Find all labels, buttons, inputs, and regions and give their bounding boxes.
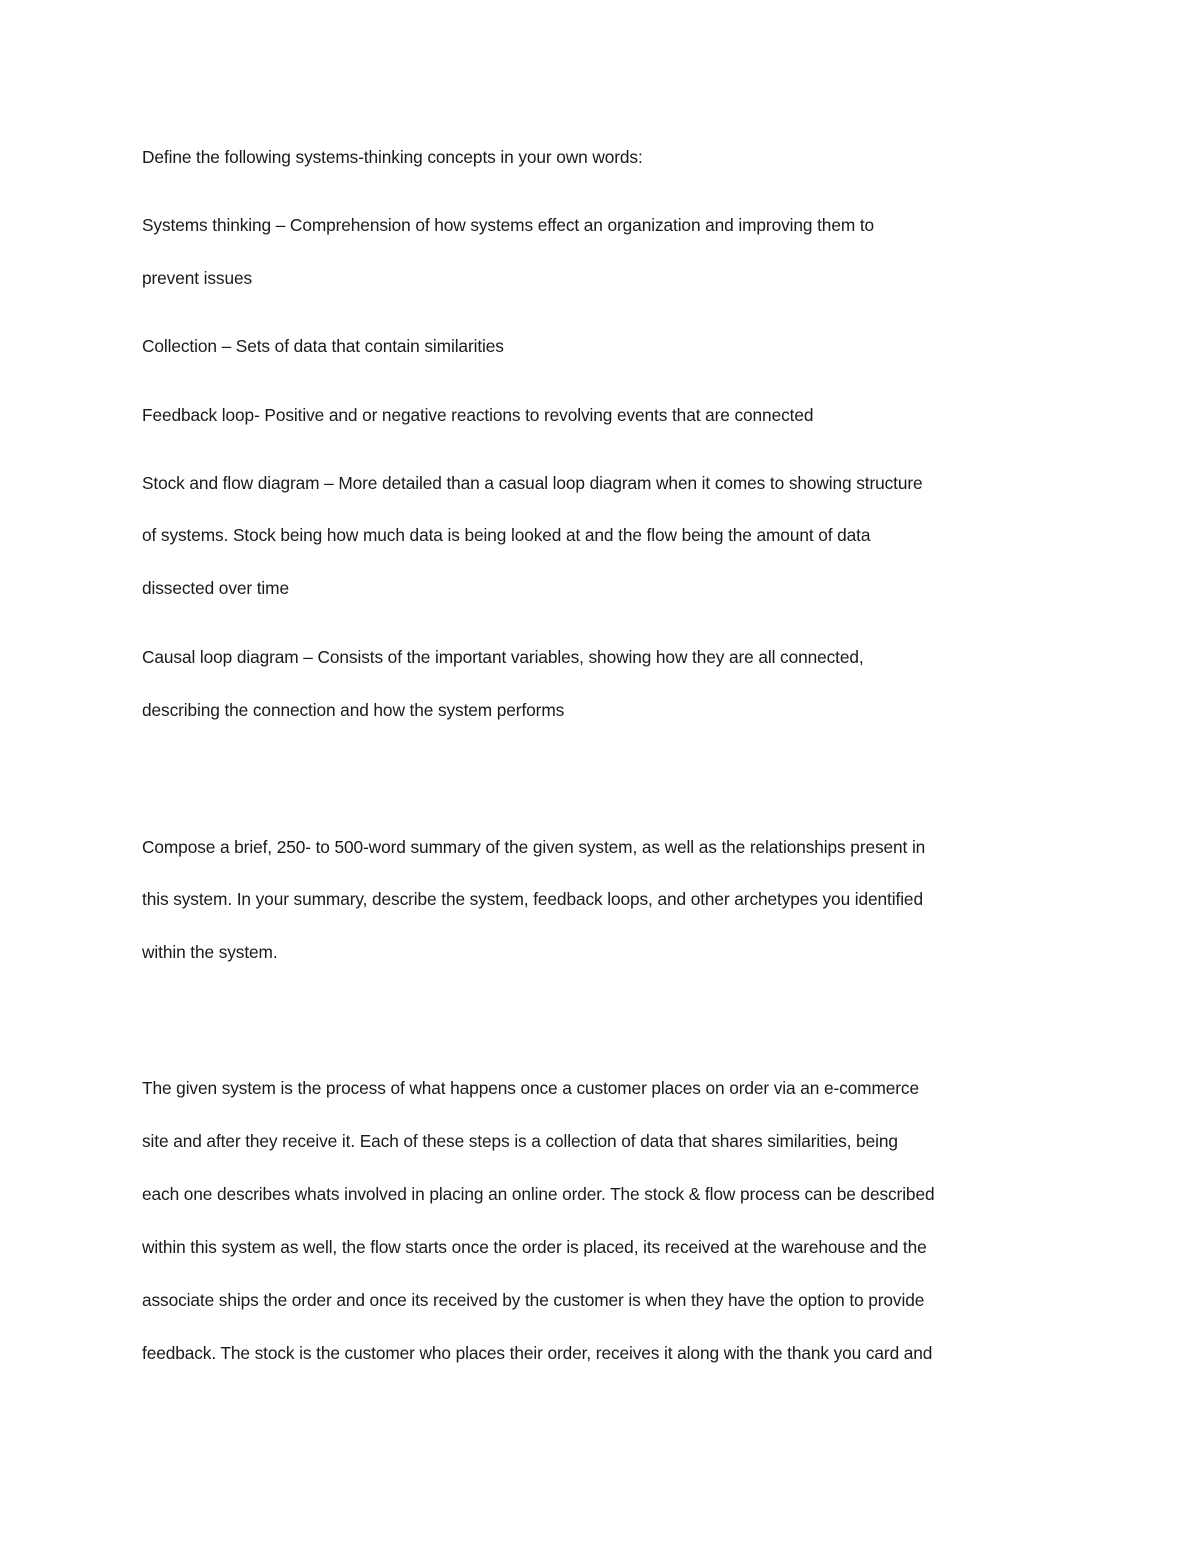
definition-causal-loop: Causal loop diagram – Consists of the important variables, showing how they are all connected,: [142, 647, 864, 667]
summary-paragraph-line-4: within this system as well, the flow starts once the order is placed, its received at the warehouse and the: [142, 1237, 927, 1257]
definition-stock-and-flow-line-3: dissected over time: [142, 578, 289, 598]
summary-paragraph-line-5: associate ships the order and once its received by the customer is when they have the option to provide: [142, 1290, 925, 1310]
definition-systems-thinking: Systems thinking – Comprehension of how systems effect an organization and improving them to: [142, 215, 875, 235]
summary-paragraph-line-6: feedback. The stock is the customer who places their order, receives it along with the thank you card and: [142, 1343, 933, 1363]
summary-paragraph-line-3: each one describes whats involved in placing an online order. The stock & flow process can be described: [142, 1184, 935, 1204]
summary-paragraph-line-1: The given system is the process of what happens once a customer places on order via an e-commerce: [142, 1078, 919, 1098]
instruction-define-concepts: Define the following systems-thinking concepts in your own words:: [142, 147, 643, 167]
instruction-compose-summary: Compose a brief, 250- to 500-word summary of the given system, as well as the relationships present in: [142, 837, 926, 857]
instruction-compose-summary-line-3: within the system.: [142, 942, 278, 962]
definition-collection: Collection – Sets of data that contain similarities: [142, 336, 504, 356]
definition-stock-and-flow: Stock and flow diagram – More detailed than a casual loop diagram when it comes to showing structure: [142, 473, 923, 493]
definition-feedback-loop: Feedback loop- Positive and or negative reactions to revolving events that are connected: [142, 405, 814, 425]
summary-paragraph-line-2: site and after they receive it. Each of these steps is a collection of data that shares similarities, being: [142, 1131, 898, 1151]
instruction-compose-summary-line-2: this system. In your summary, describe the system, feedback loops, and other archetypes you identified: [142, 889, 923, 909]
definition-causal-loop-continued: describing the connection and how the system performs: [142, 700, 565, 720]
definition-systems-thinking-continued: prevent issues: [142, 268, 253, 288]
definition-stock-and-flow-line-2: of systems. Stock being how much data is being looked at and the flow being the amount of data: [142, 525, 871, 545]
